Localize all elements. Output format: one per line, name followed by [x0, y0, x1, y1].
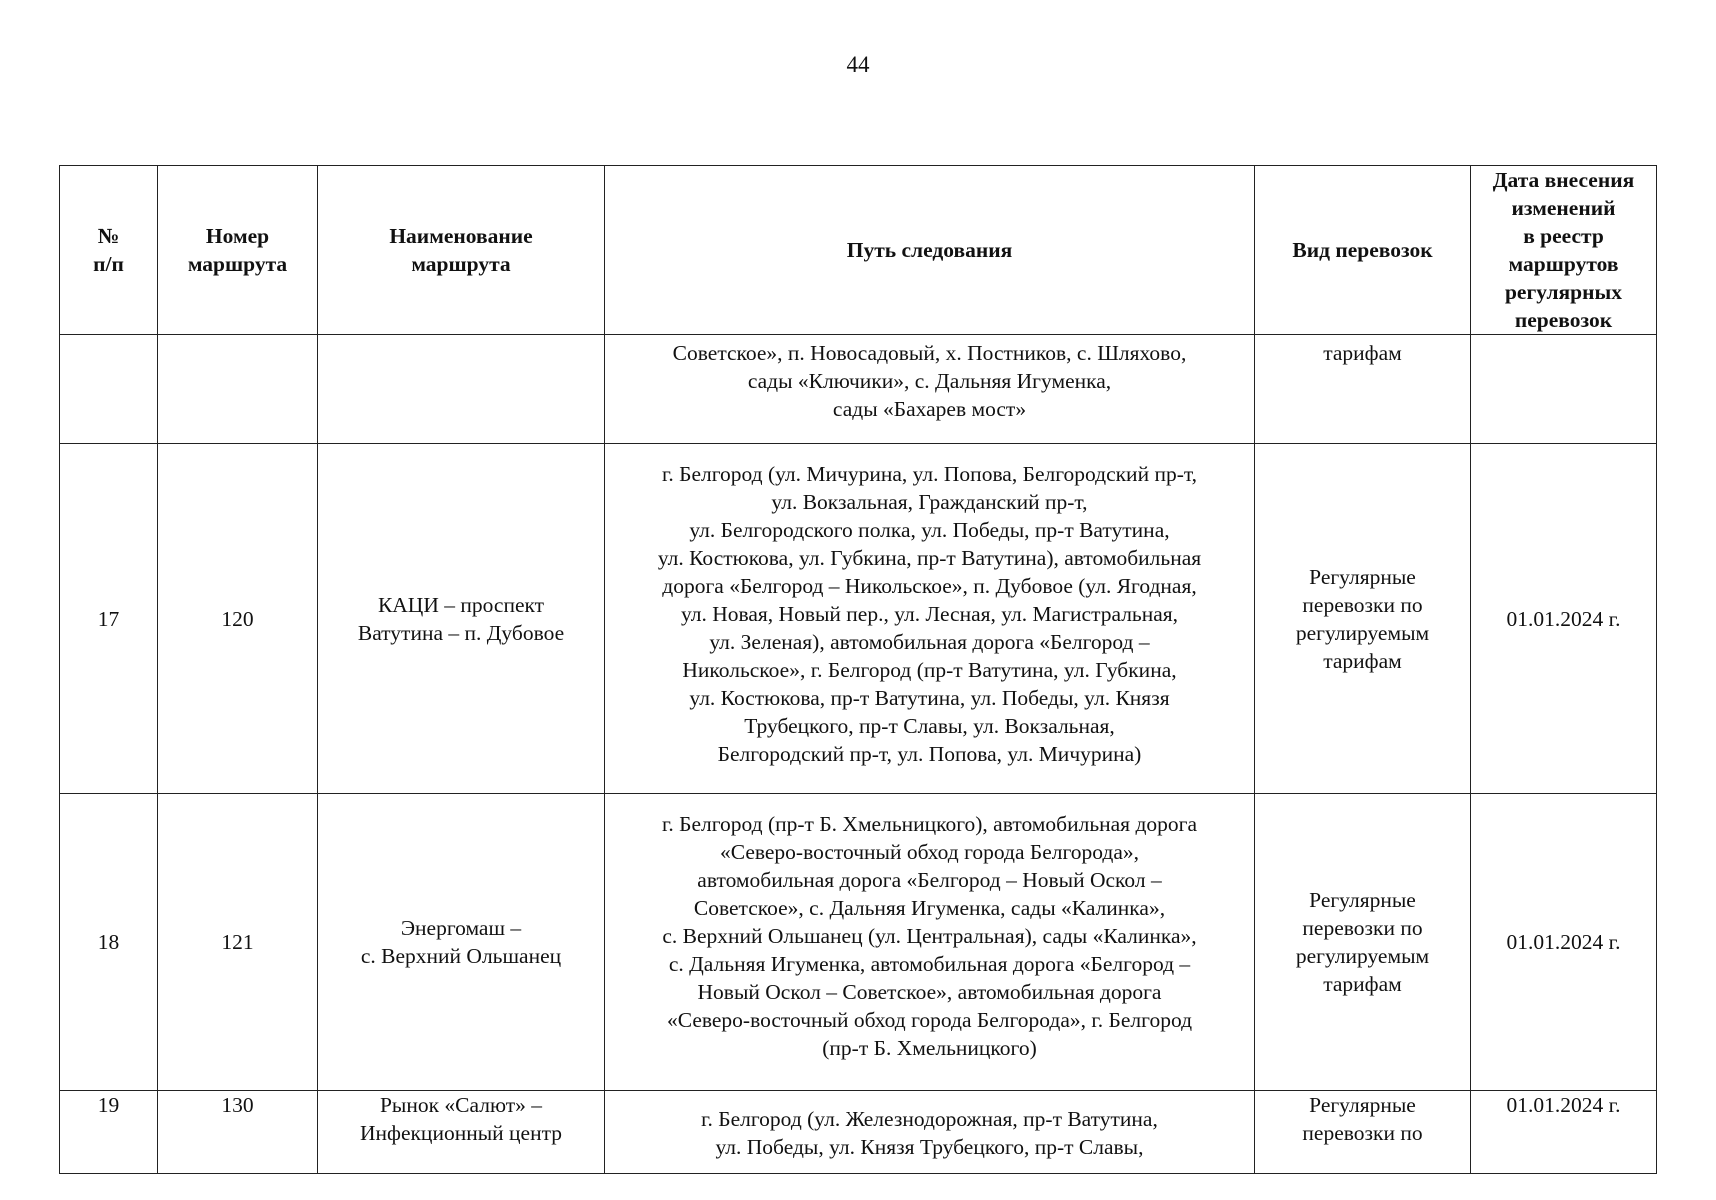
cell-route-name	[318, 444, 605, 794]
text-line: Регулярные	[1309, 564, 1416, 589]
text-line: Инфекционный центр	[359, 1121, 562, 1145]
text-line: Белгородский пр-т, ул. Попова, ул. Мичурина)	[717, 742, 1142, 766]
text-line: Вид перевозок	[1292, 238, 1433, 262]
text-line: Путь следования	[846, 238, 1013, 262]
text-line: Наименование	[389, 224, 533, 248]
text-line: изменений	[1511, 196, 1616, 220]
header-date	[1471, 166, 1657, 335]
cell-num: 19	[60, 1091, 158, 1174]
text-line: Новый Оскол – Советское», автомобильная дорога	[697, 980, 1162, 1004]
text-line: регулируемым	[1295, 620, 1430, 645]
text-line: сады «Ключики», с. Дальняя Игуменка,	[747, 369, 1112, 393]
text-line: ул. Костюкова, ул. Губкина, пр-т Ватутина), автомобильная	[657, 546, 1202, 570]
header-route-name	[318, 166, 605, 335]
header-num	[60, 166, 158, 335]
text-line: маршрута	[411, 252, 511, 276]
cell-path	[605, 1091, 1255, 1174]
cell-path	[605, 444, 1255, 794]
text-line: Дата внесения	[1492, 168, 1635, 192]
text-line: перевозки по	[1302, 592, 1423, 617]
text-line: маршрута	[187, 252, 288, 276]
header-kind	[1255, 166, 1471, 335]
text-line: «Северо-восточный обход города Белгорода»,	[719, 840, 1140, 864]
cell-date	[1471, 335, 1657, 444]
text-line: г. Белгород (пр-т Б. Хмельницкого), автомобильная дорога	[661, 812, 1197, 836]
text-line: ул. Вокзальная, Гражданский пр-т,	[771, 490, 1088, 514]
text-line: регулируемым	[1295, 944, 1430, 968]
text-line: перевозок	[1514, 308, 1613, 332]
text-line: автомобильная дорога «Белгород – Новый Оскол –	[697, 868, 1162, 892]
cell-path	[605, 794, 1255, 1091]
text-line: Советское», с. Дальняя Игуменка, сады «Калинка»,	[693, 896, 1166, 920]
text-line: ул. Зеленая), автомобильная дорога «Белгород –	[709, 630, 1150, 654]
text-line: с. Дальняя Игуменка, автомобильная дорога «Белгород –	[668, 952, 1191, 976]
text-line: Ватутина – п. Дубовое	[357, 620, 565, 645]
table-header-row	[60, 166, 1657, 335]
text-line: Номер	[205, 224, 270, 248]
text-line: г. Белгород (ул. Мичурина, ул. Попова, Белгородский пр-т,	[661, 462, 1198, 486]
cell-num: 17	[60, 444, 158, 794]
cell-num	[60, 335, 158, 444]
cell-route-name	[318, 794, 605, 1091]
text-line: Энергомаш –	[400, 916, 522, 940]
cell-date: 01.01.2024 г.	[1471, 794, 1657, 1091]
cell-route-number	[158, 335, 318, 444]
text-line: ул. Белгородского полка, ул. Победы, пр-т Ватутина,	[689, 518, 1170, 542]
table-row-continuation	[60, 335, 1657, 444]
table-row	[60, 1091, 1657, 1174]
cell-route-name	[318, 335, 605, 444]
cell-path	[605, 335, 1255, 444]
cell-num: 18	[60, 794, 158, 1091]
cell-kind	[1255, 794, 1471, 1091]
cell-date: 01.01.2024 г.	[1471, 444, 1657, 794]
text-line: тарифам	[1323, 972, 1402, 996]
text-line: регулярных	[1504, 280, 1623, 304]
header-route-number	[158, 166, 318, 335]
text-line: перевозки по	[1302, 916, 1423, 940]
text-line: Рынок «Салют» –	[379, 1093, 543, 1117]
text-line: «Северо-восточный обход города Белгорода», г. Белгород	[666, 1008, 1193, 1032]
text-line: Регулярные	[1309, 1093, 1416, 1117]
cell-route-number: 130	[158, 1091, 318, 1174]
text-line: Трубецкого, пр-т Славы, ул. Вокзальная,	[744, 714, 1115, 738]
header-path	[605, 166, 1255, 335]
cell-kind	[1255, 335, 1471, 444]
cell-route-number: 120	[158, 444, 318, 794]
text-line: дорога «Белгород – Никольское», п. Дубовое (ул. Ягодная,	[662, 574, 1197, 598]
text-line: (пр-т Б. Хмельницкого)	[822, 1036, 1037, 1060]
cell-route-number: 121	[158, 794, 318, 1091]
text-line: тарифам	[1323, 341, 1402, 365]
table-row	[60, 794, 1657, 1091]
text-line: с. Верхний Ольшанец (ул. Центральная), сады «Калинка»,	[662, 924, 1197, 948]
text-line: КАЦИ – проспект	[377, 592, 545, 617]
routes-registry-table	[59, 165, 1657, 1174]
cell-kind	[1255, 444, 1471, 794]
text-line: в реестр	[1523, 224, 1604, 248]
cell-kind	[1255, 1091, 1471, 1174]
table-row	[60, 444, 1657, 794]
page-number: 44	[846, 52, 870, 77]
text-line: г. Белгород (ул. Железнодорожная, пр-т Ватутина,	[701, 1107, 1158, 1131]
cell-route-name	[318, 1091, 605, 1174]
text-line: Никольское», г. Белгород (пр-т Ватутина, ул. Губкина,	[682, 658, 1177, 682]
cell-date: 01.01.2024 г.	[1471, 1091, 1657, 1174]
text-line: ул. Костюкова, пр-т Ватутина, ул. Победы, ул. Князя	[689, 686, 1170, 710]
text-line: №	[97, 224, 120, 248]
text-line: с. Верхний Ольшанец	[360, 944, 562, 968]
text-line: Советское», п. Новосадовый, х. Постников, с. Шляхово,	[672, 341, 1187, 365]
text-line: тарифам	[1323, 648, 1402, 673]
text-line: сады «Бахарев мост»	[832, 397, 1027, 421]
text-line: ул. Победы, ул. Князя Трубецкого, пр-т Славы,	[715, 1135, 1144, 1159]
text-line: п/п	[93, 252, 124, 276]
text-line: ул. Новая, Новый пер., ул. Лесная, ул. Магистральная,	[680, 602, 1179, 626]
text-line: перевозки по	[1302, 1121, 1423, 1145]
text-line: маршрутов	[1508, 252, 1619, 276]
text-line: Регулярные	[1309, 888, 1416, 912]
